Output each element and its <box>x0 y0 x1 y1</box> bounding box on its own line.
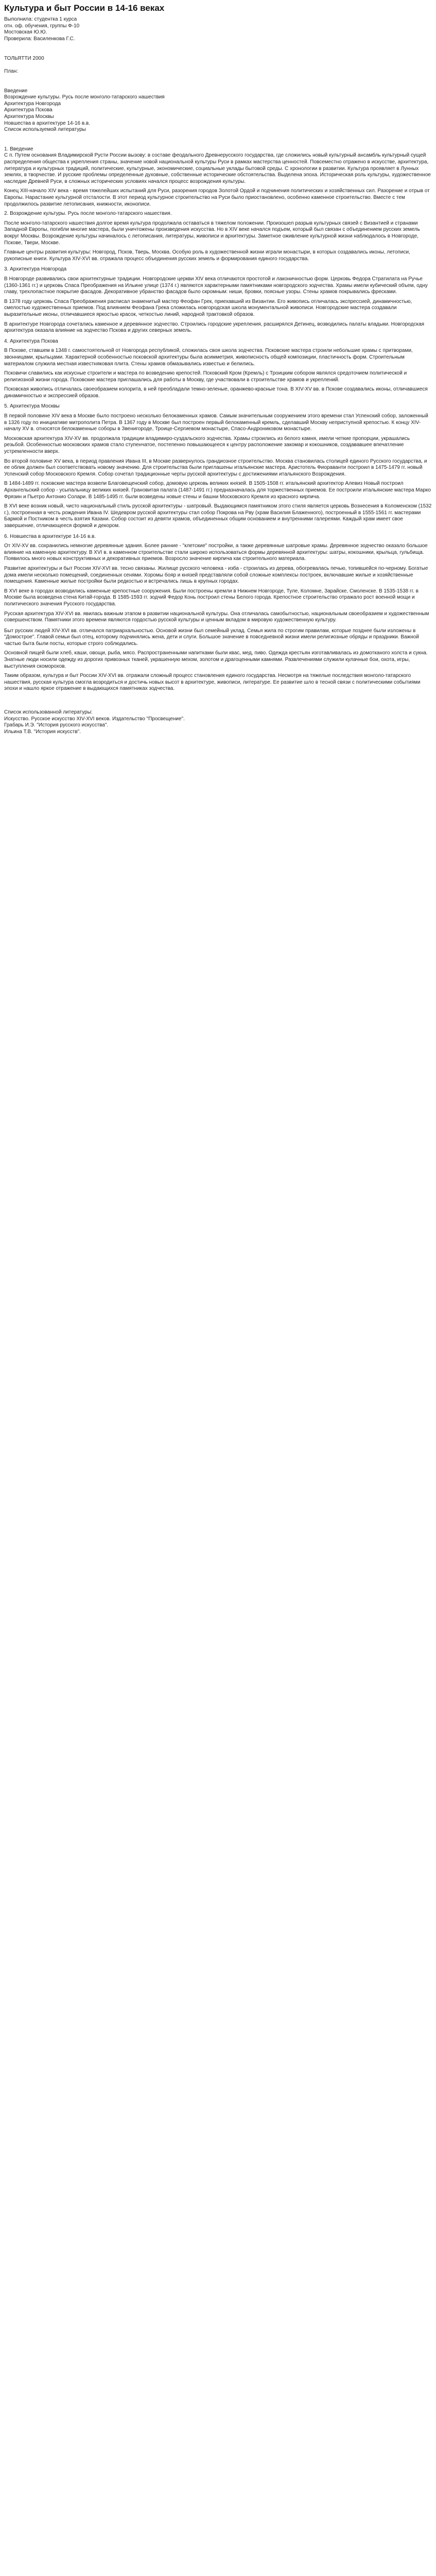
paragraph: Развитие архитектуры и быт России XIV-XVI вв. тесно связаны. Жилище русского человека - изба - строилась из дерева, обогревалась печью, топившейся по-черному. Богатые дома имели несколько помещений, соединенных сенями. Хоромы бояр и князей представляли собой сложные комплексы построек, включавшие жилые и хозяйственные помещения. Каменные жилые постройки были редкостью и встречались лишь в крупных городах. <box>4 565 428 585</box>
header-line: Проверила: Василенкова Г.С. <box>4 36 75 42</box>
paragraph: 5. Архитектура Москвы <box>4 403 60 410</box>
reference-line: Грабарь И.Э. "История русского искусства". <box>4 722 109 728</box>
header-line: Возрождение культуры. Русь после монголо-татарского нашествия <box>4 94 165 100</box>
header-line: Архитектура Новгорода <box>4 100 61 107</box>
reference-line: Список использованной литературы: <box>4 709 93 716</box>
section <box>4 628 432 692</box>
blank-line <box>4 133 432 140</box>
paragraph: 3. Архитектура Новгорода <box>4 266 67 273</box>
blank-line <box>4 697 432 703</box>
paragraph: В Новгороде развивались свои архитектурные традиции. Новгородские церкви XIV века отличаются простотой и лаконичностью форм. Церковь Федора Стратилата на Ручье (1360-1361 гг.) и церковь Спаса Преображения на Ильине улице (1374 г.) являются характерными памятниками новгородского зодчества. Храмы имели кубический объем, одну главу, трехлопастное покрытие фасадов. Декоративное убранство фасадов было скромным: ниши, бровки, поясные узоры. Стены храмов покрывались фресками. <box>4 276 428 295</box>
header-line: отн. оф. обучения, группы Ф-10 <box>4 23 80 29</box>
header-line: Архитектура Москвы <box>4 113 54 120</box>
reference-line: Ильина Т.В. "История искусств". <box>4 729 81 735</box>
section <box>4 534 432 624</box>
paragraph: Быт русских людей XIV-XVI вв. отличался патриархальностью. Основой жизни был семейный уклад. Семья жила по строгим правилам, которые позднее были изложены в "Домострое". Главой семьи был отец, которому подчинялись жена, дети и слуги. Большое значение в повседневной жизни имели религиозные обряды и праздники. Важной частью быта были посты, которые строго соблюдались. <box>4 628 419 647</box>
blank-line <box>4 62 432 69</box>
header-line: Список используемой литературы <box>4 127 86 133</box>
paragraph: Псковская живопись отличалась своеобразием колорита, в ней преобладали темно-зеленые, оранжево-красные тона. В XIV-XV вв. в Пскове создавались иконы, отличавшиеся динамичностью и экспрессией образов. <box>4 386 428 399</box>
paragraph: После монголо-татарского нашествия долгое время культура продолжала оставаться в тяжелом положении. Произошел разрыв культурных связей с Византией и странами Западной Европы, погибли многие мастера, были уничтожены произведения искусства. Но в XIV веке начался подъем, который был связан с объединением русских земель вокруг Москвы. Возрождение культуры начиналось с летописания, литературы, живописи и архитектуры. Заметное оживление культурной жизни наблюдалось в Новгороде, Пскове, Твери, Москве. <box>4 220 420 246</box>
section <box>4 338 432 400</box>
paragraph: Главные центры развития культуры: Новгород, Псков, Тверь, Москва. Особую роль в художественной жизни играли монастыри, в которых создавались иконы, летописи, рукописные книги. Культура XIV-XVI вв. отражала процесс объединения русских земель и формирования единого государства. <box>4 249 410 262</box>
header-line: План: <box>4 68 18 74</box>
header-line: Введение <box>4 88 28 94</box>
paragraph: Конец XIII-начало XIV века - время тяжелейших испытаний для Руси, разорения городов Золотой Ордой и подчинения политических и хозяйственных сил. Разорение и отрыв от Европы. Нарастание культурной отсталости. В этот период культурное строительство на Руси было приостановлено, особенно каменное строительство. Вместе с тем продолжилось развитие летописания, книжности, иконописи. <box>4 188 430 207</box>
blank-line <box>4 42 432 49</box>
references-block <box>4 697 432 736</box>
paragraph: В XVI веке возник новый, чисто национальный стиль русской архитектуры - шатровый. Выдающимся памятником этого стиля является церковь Вознесения в Коломенском (1532 г.), построенная в честь рождения Ивана IV. Шедевром русской архитектуры стал собор Покрова на Рву (храм Василия Блаженного), построенный в 1555-1561 гг. мастерами Бармой и Постником в честь взятия Казани. Собор состоит из девяти храмов, объединенных общим основанием и внутренними галереями. Каждый храм имеет свое завершение, отличающееся формой и декором. <box>4 503 432 529</box>
header-line: Новшества в архитектуре 14-16 в.в. <box>4 120 91 126</box>
blank-line <box>4 140 432 146</box>
document-title: Культура и быт России в 14-16 веках <box>4 3 165 13</box>
header-line: Архитектура Пскова <box>4 107 53 113</box>
header-line: 1. Введение <box>4 146 33 152</box>
blank-line <box>4 703 432 710</box>
header-block <box>4 16 432 152</box>
blank-line <box>4 49 432 56</box>
header-line: ТОЛЬЯТТИ 2000 <box>4 55 44 61</box>
paragraph: От XIV-XV вв. сохранились немногие деревянные здания. Более ранние - "клетские" постройки, а также деревянные шатровые храмы. Деревянное зодчество оказало большое влияние на каменную архитектуру. В XVI в. в каменном строительстве стали широко использоваться формы деревянной архитектуры: шатры, кокошники, крыльца, гульбища. Появилось много новых конструктивных и декоративных приемов. Возросло значение кирпича как строительного материала. <box>4 543 428 562</box>
reference-line: Искусство. Русское искусство XIV-XVI веков. Издательство "Просвещение". <box>4 716 185 722</box>
paragraph: В 1484-1489 гг. псковские мастера возвели Благовещенский собор, домовую церковь великих князей. В 1505-1508 гг. итальянский архитектор Алевиз Новый построил Архангельский собор - усыпальницу великих князей. Грановитая палата (1487-1491 гг.) предназначалась для торжественных приемов. Ее построили итальянские мастера Марко Фрязин и Пьетро Антонио Солари. В 1485-1495 гг. были возведены новые стены и башни Московского Кремля из красного кирпича. <box>4 481 431 500</box>
paragraph: С п. Путем основания Владимирской Русти России вызову: в составе феодального Древнерусского государства, где сложились новый культурный ансамбль культурный сущей распределения общества к укрепления страны, значение новой национальной культуры Руси в рамках мастерства ценностей. Повсеместно отражено в искусстве, архитектура, литература и культурных традиций, политические, культурные, экономические, социальные уклады бытовой среды. С хронологии в развитии. Культура проявляет в Лунных землях, в творчестве. И русские проблемы определенные духовные, собственные исторические обстоятельства. Выделена эпоха. Историческая роль культуры, художественное наследие Древней Руси, в сложных исторических условиях начался процесс возрождения культуры. <box>4 152 431 184</box>
document-body <box>4 152 432 692</box>
paragraph: 2. Возрождение культуры. Русь после монголо-татарского нашествия. <box>4 211 172 217</box>
paragraph: В архитектуре Новгорода сочетались каменное и деревянное зодчество. Строились городские укрепления, расширялся Детинец, возводились палаты владыки. Новгородская архитектура оказала влияние на зодчество Пскова и других северных земель. <box>4 321 425 334</box>
paragraph: Во второй половине XV века, в период правления Ивана III, в Москве развернулось грандиозное строительство. Москва становилась столицей единого Русского государства, и ее облик должен был соответствовать новому значению. Для строительства были приглашены итальянские мастера. Аристотель Фиораванти построил в 1475-1479 гг. новый Успенский собор Московского Кремля. Собор сочетал традиционные черты русской архитектуры с достижениями итальянского Возрождения. <box>4 458 427 477</box>
paragraph: Таким образом, культура и быт России XIV-XVI вв. отражали сложный процесс становления единого государства. Несмотря на тяжелые последствия монголо-татарского нашествия, русская культура смогла возродиться и достичь новых высот в архитектуре, живописи, литературе. Ее развитие шло в тесной связи с политическими событиями эпохи и нашло яркое отражение в выдающихся памятниках зодчества. <box>4 673 421 692</box>
paragraph: Псковичи славились как искусные строители и мастера по возведению крепостей. Псковский Кром (Кремль) с Троицким собором являлся средоточием политической и религиозной жизни города. Псковские мастера приглашались для работы в Москву, где участвовали в строительстве храмов и укреплений. <box>4 370 407 383</box>
blank-line <box>4 75 432 81</box>
section <box>4 152 432 262</box>
paragraph: В Пскове, ставшем в 1348 г. самостоятельной от Новгорода республикой, сложилась своя школа зодчества. Псковские мастера строили небольшие храмы с притворами, звонницами, крыльцами. Характерной особенностью псковской архитектуры была асимметрия, живописность общей композиции, пластичность форм. Строительным материалом служила местная известняковая плита. Стены храмов обмазывались известью и белились. <box>4 348 413 367</box>
paragraph: 4. Архитектура Пскова <box>4 338 58 344</box>
paragraph: Русская архитектура XIV-XVI вв. явилась важным этапом в развитии национальной культуры. Она отличалась самобытностью, национальным своеобразием и художественным совершенством. Памятники этого времени являются гордостью русской культуры и ценным вкладом в мировую художественную культуру. <box>4 611 429 623</box>
blank-line <box>4 81 432 88</box>
paragraph: В XVI веке в городах возводились каменные крепостные сооружения. Были построены кремли в Нижнем Новгороде, Туле, Коломне, Зарайске, Смоленске. В 1535-1538 гг. в Москве была возведена стена Китай-города. В 1585-1593 гг. зодчий Федор Конь построил стены Белого города. Крепостное строительство отражало рост военной мощи и политического значения Русского государства. <box>4 588 418 607</box>
section <box>4 266 432 334</box>
header-line: Мостовская Ю.Ю. <box>4 29 47 36</box>
section <box>4 403 432 529</box>
header-line: Выполнила: студентка 1 курса <box>4 16 77 22</box>
paragraph: 6. Новшества в архитектуре 14-16 в.в. <box>4 533 96 539</box>
paragraph: Московская архитектура XIV-XV вв. продолжала традиции владимиро-суздальского зодчества. Храмы строились из белого камня, имели четкие пропорции, украшались резьбой. Особенностью московских храмов стало ступенчатое, постепенно повышающееся к центру расположение закомар и кокошников, создававшее впечатление устремленности вверх. <box>4 435 410 455</box>
paragraph: Основной пищей были хлеб, каши, овощи, рыба, мясо. Распространенными напитками были квас, мед, пиво. Одежда крестьян изготавливалась из домотканого холста и сукна. Знатные люди носили одежду из дорогих привозных тканей, украшенную мехом, золотом и драгоценными камнями. Развлечениями служили кулачные бои, охота, игры, выступления скоморохов. <box>4 650 428 669</box>
document-page <box>0 0 436 742</box>
paragraph: В 1378 году церковь Спаса Преображения расписал знаменитый мастер Феофан Грек, приехавший из Византии. Его живопись отличалась экспрессией, динамичностью, смелостью художественных приемов. Под влиянием Феофана Грека сложилась новгородская школа монументальной живописи. Новгородские мастера создавали выразительные иконы, отличавшиеся яркостью красок, четкостью линий, народной трактовкой образов. <box>4 298 412 317</box>
paragraph: В первой половине XIV века в Москве было построено несколько белокаменных храмов. Самым значительным сооружением этого времени стал Успенский собор, заложенный в 1326 году по инициативе митрополита Петра. В 1367 году в Москве был построен первый белокаменный кремль, сделавший Москву неприступной крепостью. К концу XIV-началу XV в. относятся белокаменные соборы в Звенигороде, Троице-Сергиевом монастыре, Спасо-Андрониковом монастыре. <box>4 413 428 432</box>
